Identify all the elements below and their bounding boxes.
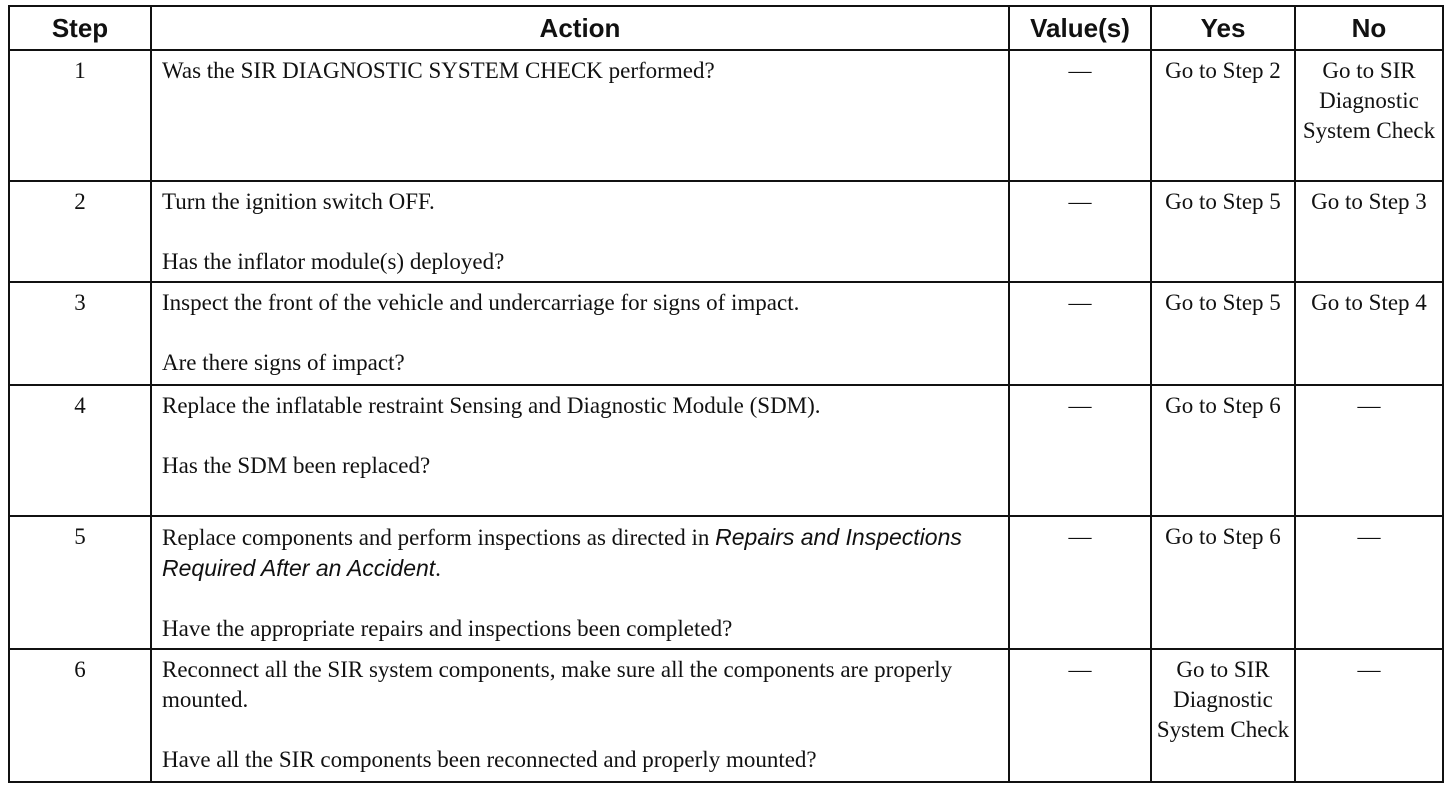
action-content xyxy=(162,187,1000,277)
header-no: No xyxy=(1295,6,1443,50)
yes-result: Go to Step 5 xyxy=(1165,189,1281,214)
value-cell xyxy=(1009,282,1151,385)
step-number: 4 xyxy=(9,385,151,516)
value-text: — xyxy=(1068,524,1092,549)
value-text: — xyxy=(1068,393,1092,418)
yes-cell xyxy=(1151,282,1295,385)
value-text: — xyxy=(1068,657,1092,682)
yes-cell xyxy=(1151,385,1295,516)
action-question: Are there signs of impact? xyxy=(162,350,405,375)
table-row-step-4 xyxy=(9,385,1443,516)
action-text xyxy=(162,522,1000,584)
header-action: Action xyxy=(151,6,1009,50)
value-text: — xyxy=(1068,189,1092,214)
diagnostic-table xyxy=(8,5,1444,783)
value-cell xyxy=(1009,385,1151,516)
no-cell xyxy=(1295,282,1443,385)
action-text-prefix: Replace components and perform inspections as directed in xyxy=(162,525,716,550)
repairs-reference: Repairs and Inspections Required After an Accident xyxy=(162,524,962,581)
value-cell xyxy=(1009,649,1151,782)
no-cell xyxy=(1295,516,1443,649)
header-row xyxy=(9,6,1443,50)
action-text-suffix: . xyxy=(435,556,441,581)
table-row-step-5 xyxy=(9,516,1443,649)
action-cell xyxy=(151,516,1009,649)
no-result: — xyxy=(1357,393,1381,418)
table-row-step-6 xyxy=(9,649,1443,782)
yes-cell xyxy=(1151,50,1295,181)
value-text: — xyxy=(1068,58,1092,83)
step-number: 3 xyxy=(9,282,151,385)
no-result: — xyxy=(1357,524,1381,549)
table-row-step-1 xyxy=(9,50,1443,181)
value-cell xyxy=(1009,50,1151,181)
header-yes: Yes xyxy=(1151,6,1295,50)
table-row-step-2 xyxy=(9,181,1443,282)
action-cell xyxy=(151,385,1009,516)
action-text: Replace the inflatable restraint Sensing and Diagnostic Module (SDM). xyxy=(162,393,821,418)
yes-result: Go to Step 6 xyxy=(1165,393,1281,418)
yes-result: Go to Step 5 xyxy=(1165,290,1281,315)
action-content xyxy=(162,391,1000,481)
action-text: Inspect the front of the vehicle and undercarriage for signs of impact. xyxy=(162,290,800,315)
no-cell xyxy=(1295,649,1443,782)
action-text: Turn the ignition switch OFF. xyxy=(162,189,435,214)
action-question: Have the appropriate repairs and inspections been completed? xyxy=(162,616,733,641)
yes-cell xyxy=(1151,516,1295,649)
yes-cell xyxy=(1151,181,1295,282)
value-text: — xyxy=(1068,290,1092,315)
action-text: Reconnect all the SIR system components, make sure all the components are properly mounted. xyxy=(162,657,953,712)
step-number: 5 xyxy=(9,516,151,649)
yes-result: Go to Step 6 xyxy=(1165,524,1281,549)
action-cell xyxy=(151,50,1009,181)
action-question: Has the inflator module(s) deployed? xyxy=(162,249,505,274)
step-number: 2 xyxy=(9,181,151,282)
yes-result: Go to Step 2 xyxy=(1165,58,1281,83)
no-cell xyxy=(1295,50,1443,181)
no-result: Go to SIR Diagnostic System Check xyxy=(1302,58,1436,143)
no-result: — xyxy=(1357,657,1381,682)
action-cell xyxy=(151,181,1009,282)
action-content xyxy=(162,522,1000,644)
no-cell xyxy=(1295,385,1443,516)
no-cell xyxy=(1295,181,1443,282)
table-row-step-3 xyxy=(9,282,1443,385)
step-number: 1 xyxy=(9,50,151,181)
no-result: Go to Step 3 xyxy=(1311,189,1427,214)
action-cell xyxy=(151,649,1009,782)
action-cell xyxy=(151,282,1009,385)
no-result: Go to Step 4 xyxy=(1311,290,1427,315)
action-question: Has the SDM been replaced? xyxy=(162,453,431,478)
yes-cell xyxy=(1151,649,1295,782)
step-number: 6 xyxy=(9,649,151,782)
action-text: Was the SIR DIAGNOSTIC SYSTEM CHECK performed? xyxy=(162,58,715,83)
header-step: Step xyxy=(9,6,151,50)
value-cell xyxy=(1009,516,1151,649)
yes-result: Go to SIR Diagnostic System Check xyxy=(1156,657,1290,742)
header-values: Value(s) xyxy=(1009,6,1151,50)
action-question: Have all the SIR components been reconnected and properly mounted? xyxy=(162,747,817,772)
value-cell xyxy=(1009,181,1151,282)
action-content xyxy=(162,288,1000,378)
action-content xyxy=(162,655,1000,775)
